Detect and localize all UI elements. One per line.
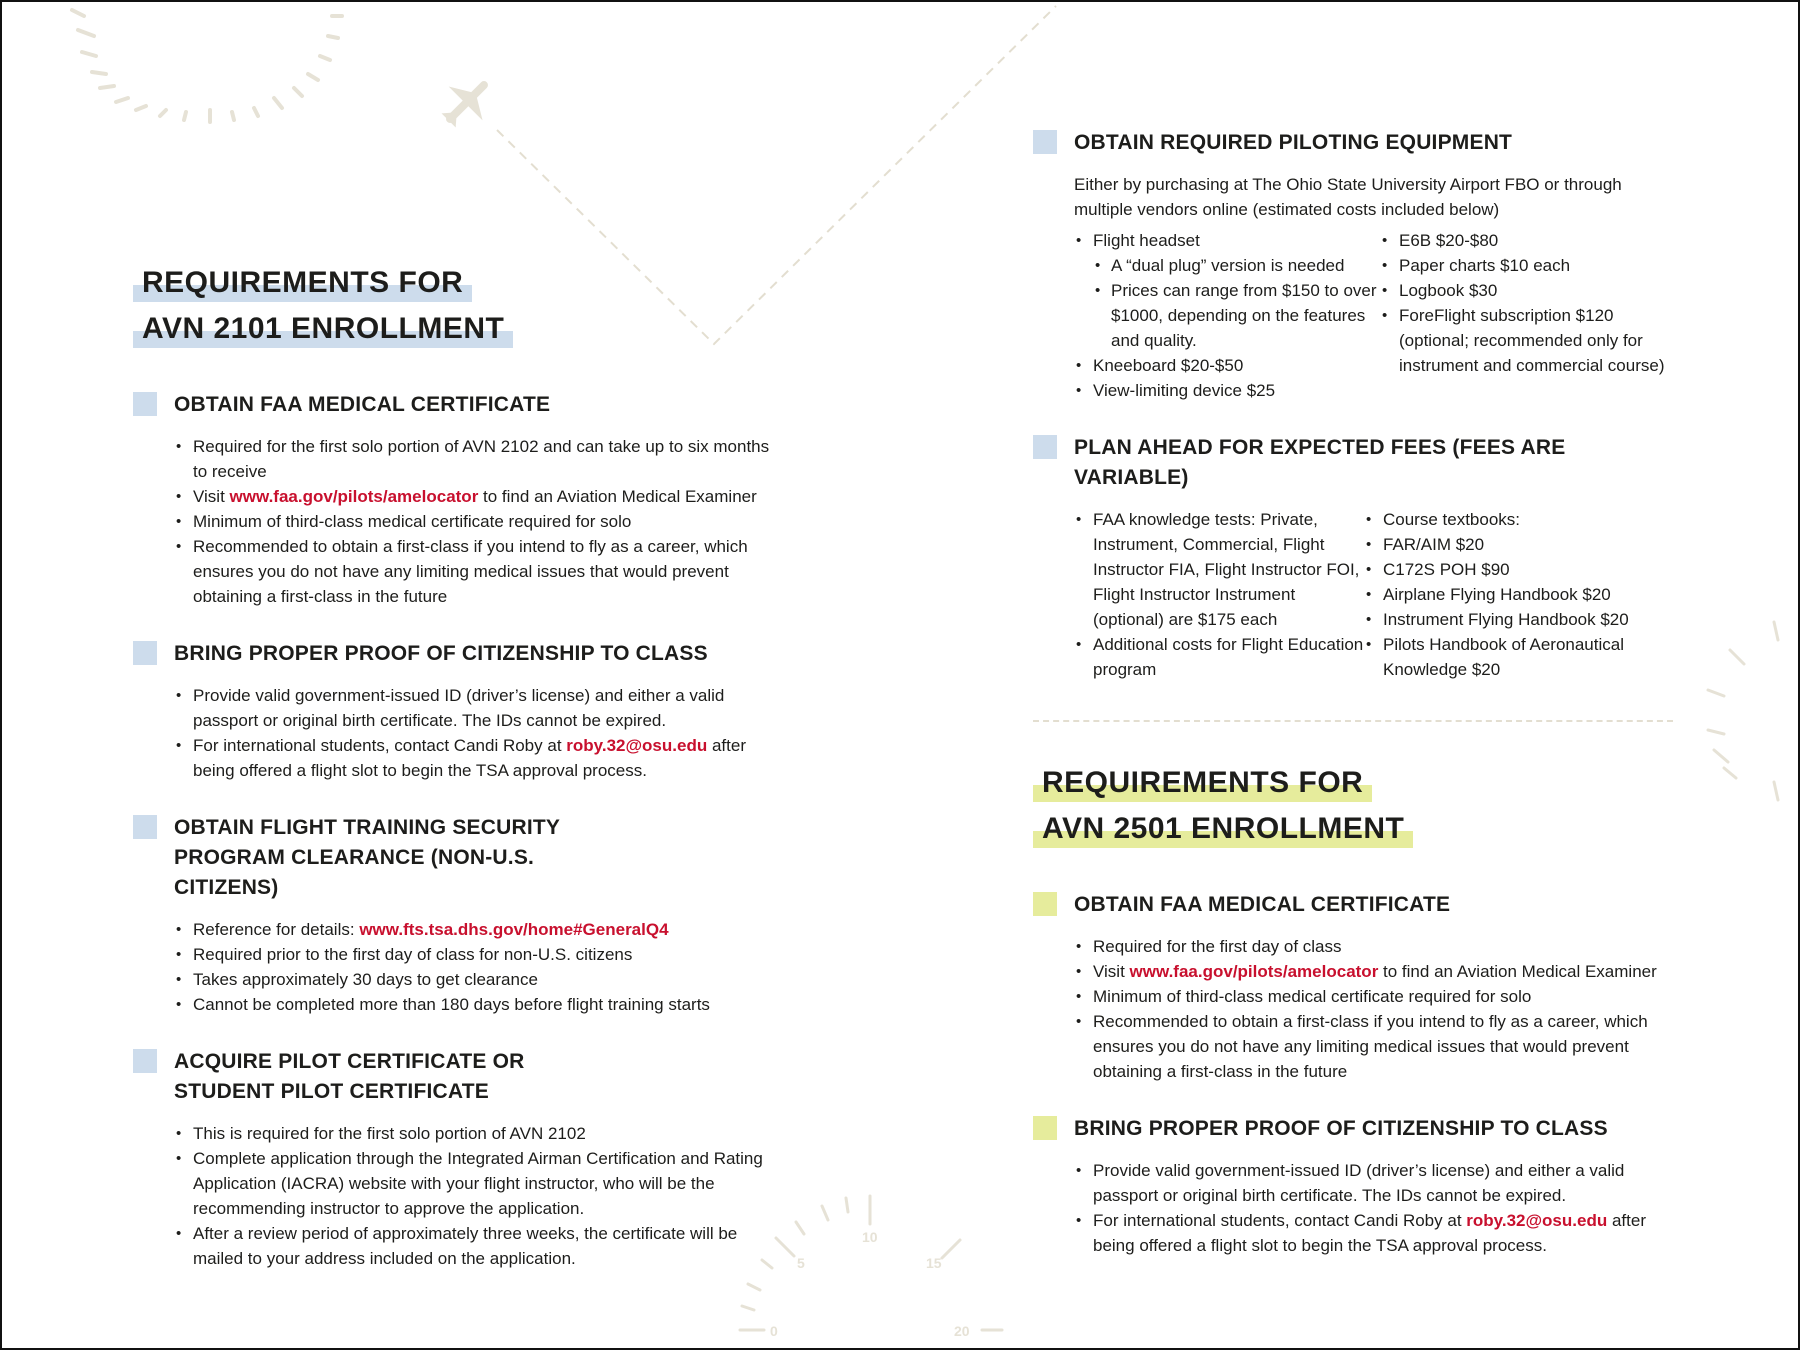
section-medical-certificate xyxy=(133,390,783,609)
section-piloting-equipment xyxy=(1033,128,1683,403)
list-item: • Required for the first day of class xyxy=(1074,934,1683,959)
section-security-clearance xyxy=(133,813,783,1017)
list-item: • Course textbooks: • FAR/AIM $20 • C172S POH $90 • Airplane Flying Handbook $20 • Instrument Flying Handbook $20 • Pilots Handbook of Aeronautical Knowledge $20 xyxy=(1364,507,1664,682)
section-marker xyxy=(1033,892,1057,916)
list-item: • Kneeboard $20-$50 xyxy=(1074,353,1380,378)
list-item: • Required for the first solo portion of AVN 2102 and can take up to six months to receive xyxy=(174,434,783,484)
list-item: • Complete application through the Integrated Airman Certification and Rating Application (IACRA) website with your flight instructor, who will be the recommending instructor to approve the application. xyxy=(174,1146,783,1221)
list-item: • Required prior to the first day of class for non-U.S. citizens xyxy=(174,942,783,967)
gauge-label: 10 xyxy=(862,1229,878,1245)
list-item: • Visit www.faa.gov/pilots/amelocator to find an Aviation Medical Examiner xyxy=(1074,959,1683,984)
section-marker xyxy=(1033,1116,1057,1140)
bullet-list xyxy=(174,1121,783,1271)
gauge-ticks-right-decoration xyxy=(1708,622,1778,800)
list-item: • Flight headset • A “dual plug” version is needed • Prices can range from $150 to over $1000, depending on the features and quality. xyxy=(1074,228,1380,353)
list-item: • Recommended to obtain a first-class if you intend to fly as a career, which ensures you do not have any limiting medical issues that would prevent obtaining a first-class in the future xyxy=(1074,1009,1683,1084)
bullet-list xyxy=(174,917,783,1017)
list-item: • ForeFlight subscription $120 (optional; recommended only for instrument and commercial course) xyxy=(1380,303,1670,378)
list-item: • Logbook $30 xyxy=(1380,278,1670,303)
bullet-list xyxy=(1074,1158,1683,1258)
list-item: • For international students, contact Candi Roby at roby.32@osu.edu after being offered a flight slot to begin the TSA approval process. xyxy=(1074,1208,1683,1258)
equipment-list-1 xyxy=(1074,228,1380,403)
list-item: • Paper charts $10 each xyxy=(1380,253,1670,278)
list-item: • FAR/AIM $20 xyxy=(1364,532,1664,557)
gauge-label: 5 xyxy=(797,1255,805,1271)
bullet-list xyxy=(1074,934,1683,1084)
title-line: REQUIREMENTS FOR xyxy=(1033,764,1372,802)
gauge-labels xyxy=(770,1229,970,1339)
section-medical-certificate-2501 xyxy=(1033,890,1683,1084)
equipment-intro: Either by purchasing at The Ohio State University Airport FBO or through multiple vendors online (estimated costs included below) xyxy=(1074,175,1622,219)
section-title: OBTAIN REQUIRED PILOTING EQUIPMENT xyxy=(1074,131,1513,154)
list-item: • Prices can range from $150 to over $1000, depending on the features and quality. xyxy=(1093,278,1380,353)
email-link[interactable]: roby.32@osu.edu xyxy=(1466,1211,1608,1230)
section-title: PLAN AHEAD FOR EXPECTED FEES (FEES ARE VARIABLE) xyxy=(1074,436,1566,489)
title-line: AVN 2501 ENROLLMENT xyxy=(1033,810,1413,848)
email-link[interactable]: roby.32@osu.edu xyxy=(566,736,708,755)
compass-dial-decoration xyxy=(72,10,342,122)
list-item: • E6B $20-$80 xyxy=(1380,228,1670,253)
list-item: • Recommended to obtain a first-class if you intend to fly as a career, which ensures you do not have any limiting medical issues that would prevent obtaining a first-class in the future xyxy=(174,534,783,609)
textbooks-list xyxy=(1364,507,1664,682)
list-item: • Cannot be completed more than 180 days before flight training starts xyxy=(174,992,783,1017)
tsa-link[interactable]: www.fts.tsa.dhs.gov/home#GeneralQ4 xyxy=(359,920,669,939)
title-line: REQUIREMENTS FOR xyxy=(133,264,472,302)
dashed-divider xyxy=(1033,720,1673,722)
section-marker xyxy=(133,392,157,416)
list-item: • For international students, contact Candi Roby at roby.32@osu.edu after being offered a flight slot to begin the TSA approval process. xyxy=(174,733,783,783)
section-citizenship xyxy=(133,639,783,783)
gauge-label: 0 xyxy=(770,1323,778,1339)
faa-amelocator-link[interactable]: www.faa.gov/pilots/amelocator xyxy=(229,487,479,506)
list-item: • Pilots Handbook of Aeronautical Knowledge $20 xyxy=(1364,632,1664,682)
list-item: • A “dual plug” version is needed xyxy=(1093,253,1380,278)
list-item: • Visit www.faa.gov/pilots/amelocator to find an Aviation Medical Examiner xyxy=(174,484,783,509)
list-item: • Takes approximately 30 days to get clearance xyxy=(174,967,783,992)
list-item: • After a review period of approximately three weeks, the certificate will be mailed to your address included on the application. xyxy=(174,1221,783,1271)
section-title: BRING PROPER PROOF OF CITIZENSHIP TO CLASS xyxy=(1074,1117,1608,1140)
section-title: OBTAIN FAA MEDICAL CERTIFICATE xyxy=(174,393,551,416)
list-item: • C172S POH $90 xyxy=(1364,557,1664,582)
list-item: • FAA knowledge tests: Private, Instrument, Commercial, Flight Instructor FIA, Flight Instructor FOI, Flight Instructor Instrument (optional) are $175 each xyxy=(1074,507,1364,632)
left-column xyxy=(133,264,783,1301)
bullet-list xyxy=(174,434,783,609)
section-marker xyxy=(1033,130,1057,154)
section-title: OBTAIN FLIGHT TRAINING SECURITY PROGRAM CLEARANCE (NON-U.S. CITIZENS) xyxy=(174,816,560,899)
list-item: • Airplane Flying Handbook $20 xyxy=(1364,582,1664,607)
section-marker xyxy=(133,1049,157,1073)
list-item: • Minimum of third-class medical certificate required for solo xyxy=(174,509,783,534)
textbooks-block xyxy=(1364,507,1664,682)
section-pilot-certificate xyxy=(133,1047,783,1271)
bullet-list xyxy=(174,683,783,783)
section-title: BRING PROPER PROOF OF CITIZENSHIP TO CLASS xyxy=(174,642,708,665)
section-title: OBTAIN FAA MEDICAL CERTIFICATE xyxy=(1074,893,1451,916)
list-item: • Reference for details: www.fts.tsa.dhs.gov/home#GeneralQ4 xyxy=(174,917,783,942)
equipment-list-2 xyxy=(1380,228,1670,403)
section-marker xyxy=(133,815,157,839)
section-citizenship-2501 xyxy=(1033,1114,1683,1258)
list-item: • Minimum of third-class medical certificate required for solo xyxy=(1074,984,1683,1009)
list-item: • Provide valid government-issued ID (driver’s license) and either a valid passport or original birth certificate. The IDs cannot be expired. xyxy=(174,683,783,733)
title-line: AVN 2101 ENROLLMENT xyxy=(133,310,513,348)
list-item: • View-limiting device $25 xyxy=(1074,378,1380,403)
right-column xyxy=(1033,128,1683,1288)
section-marker xyxy=(133,641,157,665)
gauge-label: 20 xyxy=(954,1323,970,1339)
fees-list-1 xyxy=(1074,507,1364,682)
list-item: • This is required for the first solo portion of AVN 2102 xyxy=(174,1121,783,1146)
section-expected-fees xyxy=(1033,433,1683,682)
headset-sublist xyxy=(1093,253,1380,353)
avn2501-title xyxy=(1033,764,1683,856)
airplane-icon xyxy=(430,65,504,139)
list-item: • Provide valid government-issued ID (driver’s license) and either a valid passport or original birth certificate. The IDs cannot be expired. xyxy=(1074,1158,1683,1208)
faa-amelocator-link[interactable]: www.faa.gov/pilots/amelocator xyxy=(1129,962,1379,981)
list-item: • Instrument Flying Handbook $20 xyxy=(1364,607,1664,632)
section-title: ACQUIRE PILOT CERTIFICATE OR STUDENT PILOT CERTIFICATE xyxy=(174,1050,525,1103)
section-marker xyxy=(1033,435,1057,459)
textbooks-sublist xyxy=(1364,532,1664,682)
gauge-label: 15 xyxy=(926,1255,942,1271)
avn2101-title xyxy=(133,264,783,356)
list-item: • Additional costs for Flight Education program xyxy=(1074,632,1364,682)
